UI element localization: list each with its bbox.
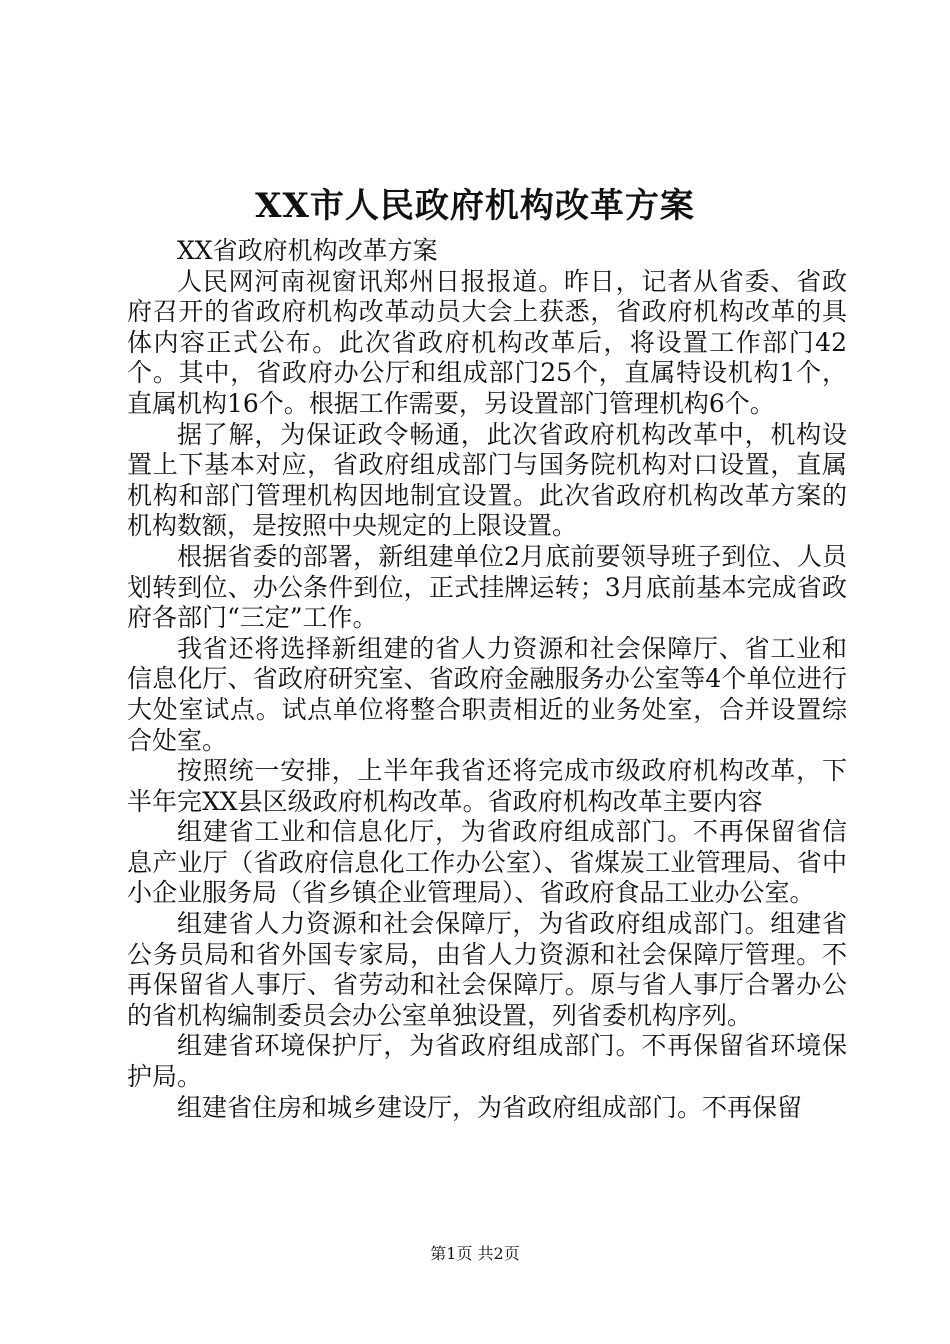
paragraph: 组建省人力资源和社会保障厅，为省政府组成部门。组建省公务员局和省外国专家局，由省人力资源和社会保障厅管理。不再保留省人事厅、省劳动和社会保障厅。原与省人事厅合署办公的省机构编制委员会办公室单独设置，列省委机构序列。 [127,909,847,1030]
paragraph: 据了解，为保证政令畅通，此次省政府机构改革中，机构设置上下基本对应，省政府组成部门与国务院机构对口设置，直属机构和部门管理机构因地制宜设置。此次省政府机构改革方案的机构数额，是按照中央规定的上限设置。 [127,419,847,541]
document-title: XX市人民政府机构改革方案 [255,186,695,226]
paragraph: 按照统一安排，上半年我省还将完成市级政府机构改革，下半年完XX县区级政府机构改革。省政府机构改革主要内容 [127,756,847,816]
page-footer: 第1页 共2页 [430,1244,520,1263]
document-body [127,236,847,1123]
paragraph: 组建省环境保护厅，为省政府组成部门。不再保留省环境保护局。 [127,1031,847,1092]
paragraph: 组建省住房和城乡建设厅，为省政府组成部门。不再保留 [177,1092,803,1122]
paragraph: 人民网河南视窗讯郑州日报报道。昨日，记者从省委、省政府召开的省政府机构改革动员大会上获悉，省政府机构改革的具体内容正式公布。此次省政府机构改革后，将设置工作部门42个。其中，省政府办公厅和组成部门25个，直属特设机构1个，直属机构16个。根据工作需要，另设置部门管理机构6个。 [127,266,847,418]
paragraph: 根据省委的部署，新组建单位2月底前要领导班子到位、人员划转到位、办公条件到位，正式挂牌运转；3月底前基本完成省政府各部门“三定”工作。 [127,541,847,633]
paragraph: 我省还将选择新组建的省人力资源和社会保障厅、省工业和信息化厅、省政府研究室、省政府金融服务办公室等4个单位进行大处室试点。试点单位将整合职责相近的业务处室，合并设置综合处室。 [127,633,847,755]
document-subtitle: XX省政府机构改革方案 [177,236,438,265]
paragraph: 组建省工业和信息化厅，为省政府组成部门。不再保留省信息产业厅（省政府信息化工作办公室）、省煤炭工业管理局、省中小企业服务局（省乡镇企业管理局）、省政府食品工业办公室。 [127,817,847,908]
